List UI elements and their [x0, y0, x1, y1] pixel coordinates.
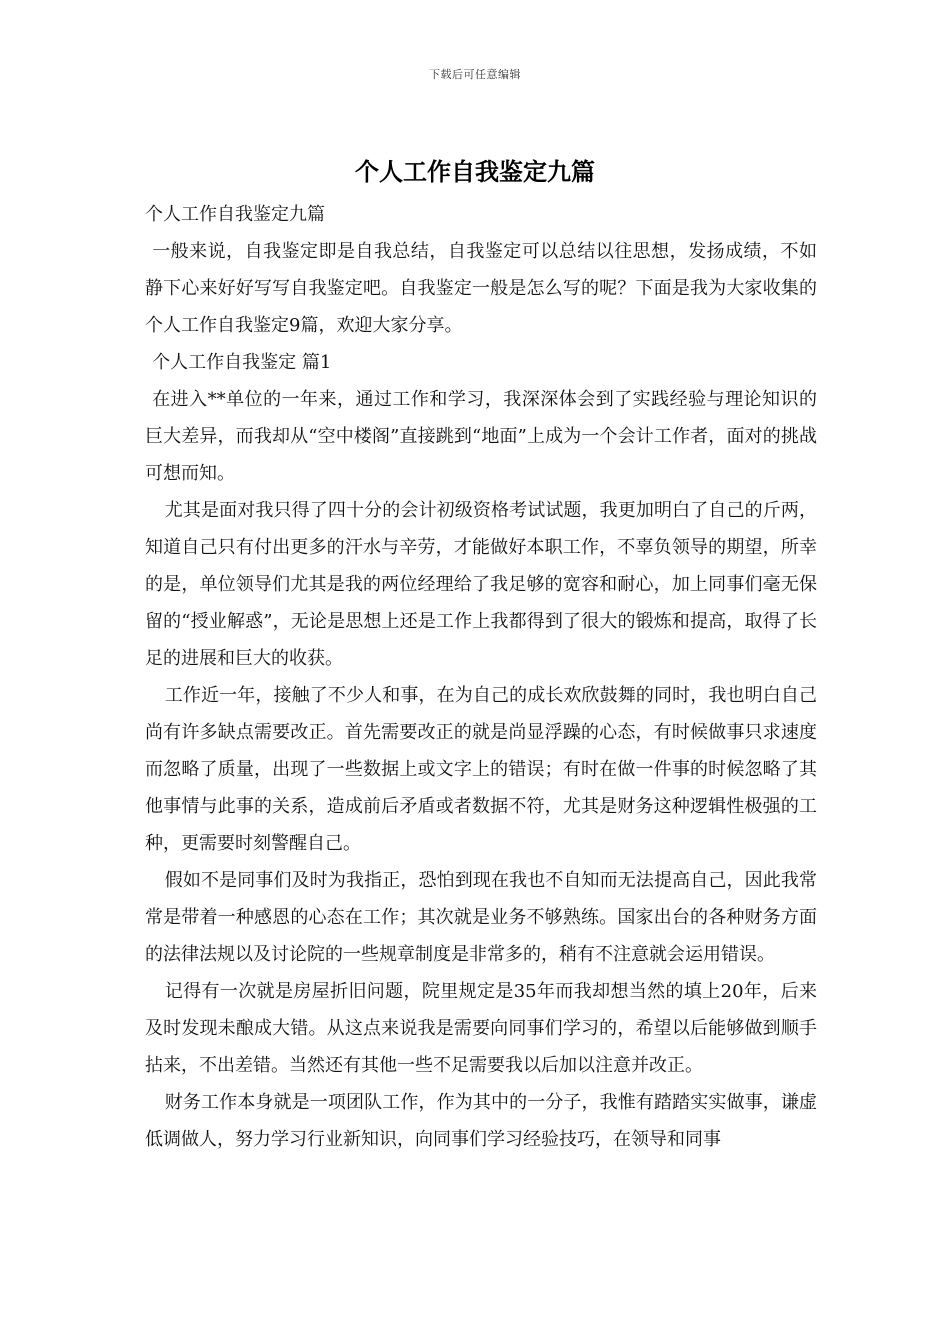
- document-title: 个人工作自我鉴定九篇: [355, 157, 595, 186]
- document-body: [145, 196, 817, 1158]
- section-heading: 个人工作自我鉴定 篇1: [152, 352, 332, 373]
- body-paragraph-4: 假如不是同事们及时为我指正，恐怕到现在我也不自知而无法提高自己，因此我常常是带着一种感恩的心态在工作；其次就是业务不够熟练。国家出台的各种财务方面的法律法规以及讨论院的一些规章制度是非常多的，稍有不注意就会运用错误。: [145, 870, 817, 965]
- body-paragraph-6: 财务工作本身就是一项团队工作，作为其中的一分子，我惟有踏踏实实做事，谦虚低调做人，努力学习行业新知识，向同事们学习经验技巧，在领导和同事: [145, 1092, 817, 1150]
- header-note: 下载后可任意编辑: [429, 68, 521, 81]
- body-paragraph-1: 在进入**单位的一年来，通过工作和学习，我深深体会到了实践经验与理论知识的巨大差异，而我却从“空中楼阁”直接跳到“地面”上成为一个会计工作者，面对的挑战可想而知。: [145, 389, 817, 484]
- body-paragraph-3: 工作近一年，接触了不少人和事，在为自己的成长欢欣鼓舞的同时，我也明白自己尚有许多缺点需要改正。首先需要改正的就是尚显浮躁的心态，有时候做事只求速度而忽略了质量，出现了一些数据上或文字上的错误；有时在做一件事的时候忽略了其他事情与此事的关系，造成前后矛盾或者数据不符，尤其是财务这种逻辑性极强的工种，更需要时刻警醒自己。: [145, 685, 817, 854]
- body-paragraph-5: 记得有一次就是房屋折旧问题，院里规定是35年而我却想当然的填上20年，后来及时发现未酿成大错。从这点来说我是需要向同事们学习的，希望以后能够做到顺手拈来，不出差错。当然还有其他一些不足需要我以后加以注意并改正。: [145, 981, 817, 1076]
- body-paragraph-2: 尤其是面对我只得了四十分的会计初级资格考试试题，我更加明白了自己的斤两，知道自己只有付出更多的汗水与辛劳，才能做好本职工作，不辜负领导的期望，所幸的是，单位领导们尤其是我的两位经理给了我足够的宽容和耐心，加上同事们毫无保留的“授业解惑”，无论是思想上还是工作上我都得到了很大的锻炼和提高，取得了长足的进展和巨大的收获。: [145, 500, 817, 669]
- document-subtitle: 个人工作自我鉴定九篇: [145, 204, 325, 225]
- intro-paragraph: 一般来说，自我鉴定即是自我总结，自我鉴定可以总结以往思想，发扬成绩，不如静下心来好好写写自我鉴定吧。自我鉴定一般是怎么写的呢？下面是我为大家收集的个人工作自我鉴定9篇，欢迎大家分享。: [145, 241, 817, 336]
